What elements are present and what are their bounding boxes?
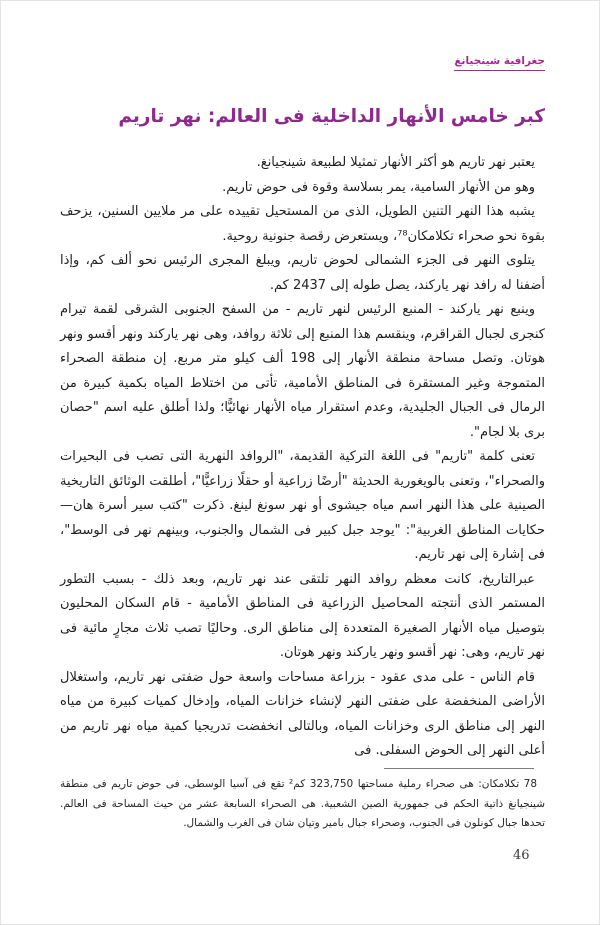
paragraph: عبرالتاريخ، كانت معظم روافد النهر تلتقى عند نهر تاريم، وبعد ذلك - بسبب التطور المستمر الذى أنتجته المحاصيل الزراعية فى المناطق الأمامية - قام السكان المحليون بتوصيل مياه الأنهار الصغيرة المتعددة إلى مناطق الرى. وحاليًا تصب ثلاث مجارٍ مائية فى نهر تاريم، وهى: نهر أقسو ونهر ياركند ونهر هوتان. bbox=[60, 571, 545, 660]
paragraph: يتلوى النهر فى الجزء الشمالى لحوض تاريم، ويبلغ المجرى الرئيس نحو ألف كم، وإذا أضفنا له رافد نهر ياركند، يصل طوله إلى 2437 كم. bbox=[60, 253, 545, 293]
running-header: جغرافية شينجيانغ bbox=[454, 55, 545, 71]
paragraph: تعنى كلمة "تاريم" فى اللغة التركية القديمة، "الروافد النهرية التى تصب فى البحيرات والصحراء"، وتعنى بالويغورية الحديثة "أرضًا زراعية أو حقلًا زراعيًّا"، أطلقت الوثائق التاريخية الصينية على هذا النهر اسم مياه جيشوى أو نهر سونغ لينغ. ذكرت "كتب سير أسرة هان—حكايات المناطق الغربية": "يوجد جبل كبير فى الشمال والجنوب، وبينهم نهر فى الوسط"، فى إشارة إلى نهر تاريم. bbox=[60, 449, 545, 562]
paragraph: وينبع نهر ياركند - المنبع الرئيس لنهر تاريم - من السفح الجنوبى الشرقى لقمة تيرام كنجرى لجبال القراقرم، وينقسم هذا المنبع إلى ثلاثة روافد، وهى نهر ياركند ونهر أقسو ونهر هوتان. وتصل مساحة منطقة الأنهار إلى 198 ألف كيلو متر مربع. إن منطقة الصحراء المتموجة وغير المستقرة فى المناطق الأمامية، تأتى من اختلاط المياه بكمية كبيرة من الرمال فى الجبال الجليدية، وعدم استقرار مياه الأنهار نهائيًّا؛ ولذا أطلق عليه اسم "حصان برى بلا لجام". bbox=[60, 302, 546, 440]
footnote bbox=[60, 775, 545, 834]
footnote-separator bbox=[384, 768, 534, 769]
paragraph: يعتبر نهر تاريم هو أكثر الأنهار تمثيلا لطبيعة شينجيانغ. bbox=[256, 155, 535, 170]
paragraph: وهو من الأنهار السامية، يمر بسلاسة وقوة فى حوض تاريم. bbox=[222, 179, 535, 195]
footnote-text: 78 تكلامكان: هى صحراء رملية مساحتها 323,750 كم² تقع فى آسيا الوسطى، فى حوض تاريم فى منطقة شينجيانغ ذاتية الحكم فى جمهورية الصين الشعبية. هى الصحراء السابعة عشر من حيث المساحة فى العالم. تحدها جبال كونلون فى الجنوب، وصحراء جبال بامير وتيان شان فى الغرب والشمال. bbox=[60, 778, 545, 829]
paragraph: يشبه هذا النهر التنين الطويل، الذى من المستحيل تقييده على مر ملايين السنين، يزحف بقوة نحو صحراء تكلامكان⁷⁸، ويستعرض رقصة جنونية روحية. bbox=[60, 204, 545, 244]
paragraph: قام الناس - على مدى عقود - بزراعة مساحات واسعة حول ضفتى نهر تاريم، واستغلال الأراضى المنخفضة على ضفتى النهر لإنشاء خزانات المياه، وإدخال كميات كبيرة من مياه النهر إلى مناطق الرى وخزانات المياه، وبالتالى انخفضت تدريجيا كمية مياه نهر تاريم من أعلى النهر إلى الحوض السفلى. فى bbox=[60, 669, 545, 758]
page-title: كبر خامس الأنهار الداخلية فى العالم: نهر تاريم bbox=[118, 106, 545, 127]
page-number: 46 bbox=[513, 848, 530, 863]
body-text bbox=[60, 151, 545, 764]
